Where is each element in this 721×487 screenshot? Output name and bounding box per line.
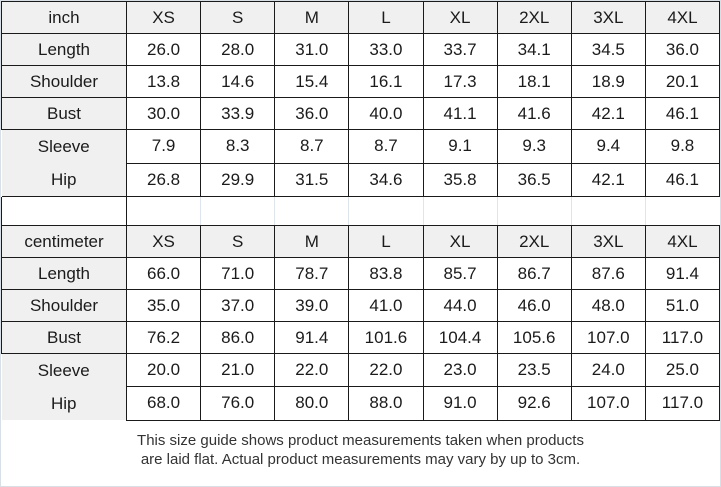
size-value-cell: 37.0 [201, 290, 275, 322]
note-line-2: are laid flat. Actual product measurements may vary by up to 3cm. [140, 451, 581, 468]
size-value-cell: 91.4 [645, 258, 719, 290]
size-value-cell: 9.1 [423, 130, 497, 164]
size-value-cell: 117.0 [645, 322, 719, 354]
size-value-cell: 78.7 [275, 258, 349, 290]
row-label-length: Length [2, 34, 127, 66]
size-value-cell: 86.7 [497, 258, 571, 290]
size-value-cell: 35.8 [423, 163, 497, 197]
size-header-cell: S [201, 2, 275, 34]
table-row [2, 290, 720, 322]
size-value-cell: 83.8 [349, 258, 423, 290]
size-value-cell: 40.0 [349, 98, 423, 130]
table-row [2, 354, 720, 387]
unit-header-centimeter: centimeter [2, 226, 127, 258]
size-value-cell: 34.1 [497, 34, 571, 66]
size-value-cell: 9.3 [497, 130, 571, 164]
sleeve-hip-label-cell [2, 130, 127, 197]
size-value-cell: 18.9 [571, 66, 645, 98]
size-value-cell: 30.0 [127, 98, 201, 130]
size-header-cell: 3XL [571, 2, 645, 34]
size-value-cell: 68.0 [127, 387, 201, 420]
row-label-sleeve: Sleeve [37, 361, 90, 380]
sleeve-hip-label-cell [2, 354, 127, 421]
size-value-cell: 87.6 [571, 258, 645, 290]
size-value-cell: 31.0 [275, 34, 349, 66]
table-row [2, 98, 720, 130]
row-label-hip: Hip [50, 170, 77, 189]
size-value-cell: 25.0 [645, 354, 719, 387]
size-value-cell: 107.0 [571, 387, 645, 420]
size-value-cell: 7.9 [127, 130, 201, 164]
gap-cell [201, 197, 275, 225]
size-header-cell: XS [127, 226, 201, 258]
size-header-cell: XL [423, 2, 497, 34]
table-row [2, 130, 720, 164]
size-header-cell: L [349, 226, 423, 258]
row-label-sleeve: Sleeve [37, 137, 90, 156]
size-value-cell: 26.8 [127, 163, 201, 197]
unit-header-inch: inch [2, 2, 127, 34]
header-row [2, 2, 720, 34]
row-label-hip: Hip [50, 394, 77, 413]
size-value-cell: 41.6 [497, 98, 571, 130]
table-row [2, 34, 720, 66]
size-value-cell: 15.4 [275, 66, 349, 98]
size-value-cell: 101.6 [349, 322, 423, 354]
size-value-cell: 23.5 [497, 354, 571, 387]
size-value-cell: 9.4 [571, 130, 645, 164]
gap-cell [424, 197, 498, 225]
size-value-cell: 48.0 [571, 290, 645, 322]
note-line-1: This size guide shows product measurements taken when products [137, 432, 584, 449]
inch-size-table [1, 1, 720, 197]
gap-cell [2, 197, 127, 225]
gap-cell [646, 197, 720, 225]
size-header-cell: 2XL [497, 226, 571, 258]
size-header-cell: 3XL [571, 226, 645, 258]
size-value-cell: 42.1 [571, 163, 645, 197]
size-value-cell: 39.0 [275, 290, 349, 322]
size-value-cell: 9.8 [645, 130, 719, 164]
size-value-cell: 31.5 [275, 163, 349, 197]
size-value-cell: 51.0 [645, 290, 719, 322]
size-value-cell: 42.1 [571, 98, 645, 130]
table-gap-row [1, 197, 720, 225]
size-value-cell: 88.0 [349, 387, 423, 420]
size-value-cell: 34.6 [349, 163, 423, 197]
gap-cell [498, 197, 572, 225]
size-value-cell: 46.0 [497, 290, 571, 322]
row-label-shoulder: Shoulder [2, 66, 127, 98]
centimeter-size-table [1, 225, 720, 421]
size-value-cell: 117.0 [645, 387, 719, 420]
size-value-cell: 21.0 [201, 354, 275, 387]
size-value-cell: 44.0 [423, 290, 497, 322]
size-value-cell: 33.0 [349, 34, 423, 66]
size-value-cell: 17.3 [423, 66, 497, 98]
size-value-cell: 28.0 [201, 34, 275, 66]
size-value-cell: 85.7 [423, 258, 497, 290]
size-value-cell: 24.0 [571, 354, 645, 387]
size-value-cell: 22.0 [275, 354, 349, 387]
size-header-cell: 2XL [497, 2, 571, 34]
gap-cell [275, 197, 349, 225]
size-value-cell: 20.1 [645, 66, 719, 98]
size-value-cell: 46.1 [645, 98, 719, 130]
gap-cell [127, 197, 201, 225]
size-value-cell: 76.2 [127, 322, 201, 354]
size-header-cell: L [349, 2, 423, 34]
table-row [2, 322, 720, 354]
size-value-cell: 80.0 [275, 387, 349, 420]
row-label-bust: Bust [2, 322, 127, 354]
size-value-cell: 18.1 [497, 66, 571, 98]
size-value-cell: 8.7 [349, 130, 423, 164]
size-header-cell: 4XL [645, 226, 719, 258]
size-value-cell: 105.6 [497, 322, 571, 354]
size-value-cell: 104.4 [423, 322, 497, 354]
size-value-cell: 107.0 [571, 322, 645, 354]
size-value-cell: 46.1 [645, 163, 719, 197]
size-header-cell: M [275, 2, 349, 34]
size-value-cell: 36.0 [645, 34, 719, 66]
size-value-cell: 76.0 [201, 387, 275, 420]
size-value-cell: 92.6 [497, 387, 571, 420]
table-row [2, 258, 720, 290]
size-value-cell: 86.0 [201, 322, 275, 354]
size-value-cell: 41.0 [349, 290, 423, 322]
size-value-cell: 16.1 [349, 66, 423, 98]
size-header-cell: XL [423, 226, 497, 258]
size-header-cell: S [201, 226, 275, 258]
size-value-cell: 34.5 [571, 34, 645, 66]
row-label-bust: Bust [2, 98, 127, 130]
size-value-cell: 91.4 [275, 322, 349, 354]
size-value-cell: 29.9 [201, 163, 275, 197]
row-label-length: Length [2, 258, 127, 290]
size-value-cell: 71.0 [201, 258, 275, 290]
size-value-cell: 8.7 [275, 130, 349, 164]
size-header-cell: 4XL [645, 2, 719, 34]
size-header-cell: M [275, 226, 349, 258]
size-value-cell: 36.0 [275, 98, 349, 130]
size-value-cell: 35.0 [127, 290, 201, 322]
size-value-cell: 13.8 [127, 66, 201, 98]
header-row [2, 226, 720, 258]
size-value-cell: 23.0 [423, 354, 497, 387]
size-value-cell: 91.0 [423, 387, 497, 420]
row-label-shoulder: Shoulder [2, 290, 127, 322]
size-header-cell: XS [127, 2, 201, 34]
size-guide-note [1, 421, 720, 480]
size-value-cell: 14.6 [201, 66, 275, 98]
size-value-cell: 22.0 [349, 354, 423, 387]
size-value-cell: 66.0 [127, 258, 201, 290]
size-value-cell: 41.1 [423, 98, 497, 130]
table-row [2, 66, 720, 98]
size-value-cell: 26.0 [127, 34, 201, 66]
size-value-cell: 33.7 [423, 34, 497, 66]
size-value-cell: 33.9 [201, 98, 275, 130]
size-value-cell: 8.3 [201, 130, 275, 164]
size-value-cell: 36.5 [497, 163, 571, 197]
gap-cell [572, 197, 646, 225]
gap-cell [349, 197, 423, 225]
size-value-cell: 20.0 [127, 354, 201, 387]
